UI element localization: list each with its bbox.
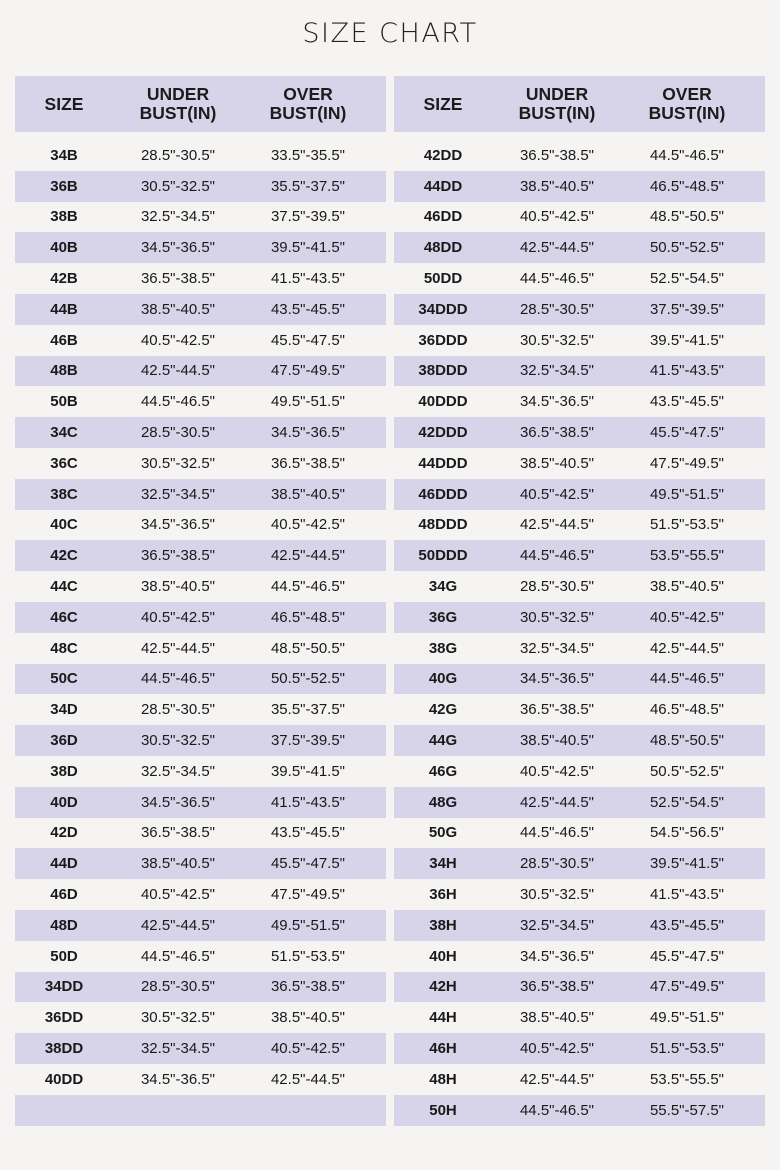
over-bust-cell: 41.5"-43.5" [649, 362, 725, 380]
size-cell: 50B [50, 393, 78, 411]
size-cell: 40H [429, 947, 457, 965]
over-bust-cell: 33.5"-35.5" [270, 146, 346, 164]
over-bust-cell: 48.5"-50.5" [649, 732, 725, 750]
size-cell: 38D [50, 762, 78, 780]
over-bust-cell: 47.5"-49.5" [270, 886, 346, 904]
under-bust-cell: 38.5"-40.5" [140, 300, 216, 318]
table-row [394, 1064, 765, 1095]
size-cell: 38B [50, 208, 78, 226]
over-bust-cell: 48.5"-50.5" [649, 208, 725, 226]
header-over-bust [622, 85, 752, 123]
size-cell: 46DDD [418, 485, 468, 503]
table-row [394, 356, 765, 387]
over-bust-cell: 51.5"-53.5" [649, 1040, 725, 1057]
over-bust-cell: 45.5"-47.5" [270, 855, 346, 873]
over-bust-cell: 42.5"-44.5" [649, 639, 725, 657]
table-row [15, 540, 386, 571]
size-cell: 40C [50, 516, 78, 534]
under-bust-cell: 34.5"-36.5" [140, 793, 216, 811]
over-bust-cell: 49.5"-51.5" [649, 1009, 725, 1027]
table-row [15, 325, 386, 356]
under-bust-cell: 36.5"-38.5" [140, 547, 216, 565]
table-row [394, 787, 765, 818]
size-cell: 48DD [423, 239, 463, 257]
under-bust-cell: 30.5"-32.5" [519, 331, 595, 349]
over-bust-cell: 37.5"-39.5" [270, 732, 346, 750]
over-bust-cell: 38.5"-40.5" [649, 578, 725, 596]
size-cell: 34B [50, 146, 78, 164]
size-cell: 44DDD [418, 454, 468, 472]
size-cell: 40G [428, 670, 458, 688]
header-over-bust-line2: BUST(IN) [269, 103, 347, 123]
size-cell: 44B [50, 300, 78, 318]
under-bust-cell: 40.5"-42.5" [519, 208, 595, 226]
under-bust-cell: 40.5"-42.5" [519, 762, 595, 780]
table-row [394, 417, 765, 448]
under-bust-cell: 42.5"-44.5" [519, 1070, 595, 1088]
size-cell: 44DD [423, 177, 463, 195]
size-cell: 46D [50, 886, 78, 904]
over-bust-cell: 44.5"-46.5" [270, 578, 346, 596]
under-bust-cell: 34.5"-36.5" [140, 239, 216, 257]
size-cell: 48C [50, 639, 78, 657]
size-cell: 34G [428, 578, 458, 596]
table-row [394, 972, 765, 1003]
table-body [394, 140, 765, 1126]
size-cell: 44C [50, 578, 78, 596]
over-bust-cell: 50.5"-52.5" [270, 670, 346, 688]
over-bust-cell: 47.5"-49.5" [270, 362, 346, 380]
over-bust-cell: 38.5"-40.5" [270, 1009, 346, 1027]
header-under-bust [492, 85, 622, 123]
size-cell: 50DDD [418, 547, 468, 565]
under-bust-cell: 34.5"-36.5" [519, 670, 595, 688]
under-bust-cell: 28.5"-30.5" [519, 855, 595, 873]
under-bust-cell: 32.5"-34.5" [519, 639, 595, 657]
size-cell: 42DD [423, 146, 463, 164]
table-row [394, 386, 765, 417]
size-cell: 46C [50, 608, 78, 626]
table-row [394, 540, 765, 571]
table-row [15, 571, 386, 602]
table-row [394, 571, 765, 602]
under-bust-cell: 42.5"-44.5" [519, 793, 595, 811]
size-cell: 46DD [423, 208, 463, 226]
under-bust-cell: 44.5"-46.5" [140, 393, 216, 411]
table-row [15, 725, 386, 756]
table-row [15, 1095, 386, 1126]
table-row [15, 694, 386, 725]
size-cell: 42DDD [418, 424, 468, 442]
size-cell: 50D [50, 947, 78, 965]
table-row [15, 448, 386, 479]
under-bust-cell: 36.5"-38.5" [519, 978, 595, 996]
over-bust-cell: 55.5"-57.5" [649, 1101, 725, 1119]
table-row [394, 479, 765, 510]
size-cell: 40DDD [418, 393, 468, 411]
size-cell: 38H [429, 916, 457, 934]
over-bust-cell: 35.5"-37.5" [270, 177, 346, 195]
under-bust-cell: 38.5"-40.5" [140, 855, 216, 873]
size-cell: 42B [50, 270, 78, 288]
size-cell: 46H [429, 1040, 457, 1057]
over-bust-cell: 42.5"-44.5" [270, 547, 346, 565]
table-row [15, 171, 386, 202]
size-cell: 34DD [44, 978, 84, 996]
table-row [15, 602, 386, 633]
header-over-bust-line2: BUST(IN) [648, 103, 726, 123]
table-row [394, 941, 765, 972]
under-bust-cell: 36.5"-38.5" [519, 146, 595, 164]
size-cell: 40DD [44, 1070, 84, 1088]
over-bust-cell: 47.5"-49.5" [649, 454, 725, 472]
size-cell: 42C [50, 547, 78, 565]
over-bust-cell: 49.5"-51.5" [270, 916, 346, 934]
under-bust-cell: 40.5"-42.5" [140, 608, 216, 626]
header-over-bust-line1: OVER [283, 84, 333, 104]
under-bust-cell: 38.5"-40.5" [519, 177, 595, 195]
over-bust-cell: 37.5"-39.5" [270, 208, 346, 226]
under-bust-cell: 42.5"-44.5" [140, 362, 216, 380]
table-row [15, 263, 386, 294]
header-under-bust-line2: BUST(IN) [518, 103, 596, 123]
over-bust-cell: 44.5"-46.5" [649, 670, 725, 688]
table-row [15, 848, 386, 879]
table-row [15, 294, 386, 325]
over-bust-cell: 51.5"-53.5" [649, 516, 725, 534]
under-bust-cell: 30.5"-32.5" [140, 177, 216, 195]
under-bust-cell: 44.5"-46.5" [519, 547, 595, 565]
size-cell: 34D [50, 701, 78, 719]
table-row [394, 633, 765, 664]
table-row [15, 756, 386, 787]
under-bust-cell: 38.5"-40.5" [519, 454, 595, 472]
over-bust-cell: 39.5"-41.5" [270, 239, 346, 257]
size-cell: 42H [429, 978, 457, 996]
table-row [394, 510, 765, 541]
under-bust-cell: 30.5"-32.5" [519, 608, 595, 626]
size-cell: 36G [428, 608, 458, 626]
under-bust-cell: 42.5"-44.5" [519, 239, 595, 257]
header-under-bust-line2: BUST(IN) [139, 103, 217, 123]
under-bust-cell: 30.5"-32.5" [519, 886, 595, 904]
over-bust-cell: 37.5"-39.5" [649, 300, 725, 318]
size-cell: 38DDD [418, 362, 468, 380]
table-row [15, 664, 386, 695]
over-bust-cell: 34.5"-36.5" [270, 424, 346, 442]
size-cell: 38DD [44, 1040, 84, 1057]
over-bust-cell: 42.5"-44.5" [270, 1070, 346, 1088]
over-bust-cell: 52.5"-54.5" [649, 270, 725, 288]
over-bust-cell: 40.5"-42.5" [270, 1040, 346, 1057]
under-bust-cell: 40.5"-42.5" [519, 1040, 595, 1057]
header-size: SIZE [423, 93, 463, 114]
table-row [15, 910, 386, 941]
table-row [394, 1002, 765, 1033]
under-bust-cell: 44.5"-46.5" [140, 670, 216, 688]
over-bust-cell: 53.5"-55.5" [649, 547, 725, 565]
over-bust-cell: 43.5"-45.5" [649, 916, 725, 934]
table-row [394, 756, 765, 787]
table-row [394, 1033, 765, 1064]
under-bust-cell: 38.5"-40.5" [519, 732, 595, 750]
under-bust-cell: 40.5"-42.5" [140, 331, 216, 349]
size-cell: 46B [50, 331, 78, 349]
over-bust-cell: 39.5"-41.5" [270, 762, 346, 780]
table-row [394, 232, 765, 263]
size-cell: 40D [50, 793, 78, 811]
header-under-bust-line1: UNDER [525, 84, 589, 104]
under-bust-cell: 28.5"-30.5" [140, 701, 216, 719]
header-over-bust-line1: OVER [662, 84, 712, 104]
size-cell: 48H [429, 1070, 457, 1088]
size-cell: 48B [50, 362, 78, 380]
size-cell: 48DDD [418, 516, 468, 534]
size-cell: 48D [50, 916, 78, 934]
table-header [15, 76, 386, 132]
size-table-left [15, 76, 386, 1126]
over-bust-cell: 38.5"-40.5" [270, 485, 346, 503]
over-bust-cell: 52.5"-54.5" [649, 793, 725, 811]
under-bust-cell: 28.5"-30.5" [140, 978, 216, 996]
under-bust-cell: 32.5"-34.5" [140, 208, 216, 226]
under-bust-cell: 28.5"-30.5" [519, 578, 595, 596]
over-bust-cell: 41.5"-43.5" [649, 886, 725, 904]
over-bust-cell: 46.5"-48.5" [649, 701, 725, 719]
under-bust-cell: 28.5"-30.5" [519, 300, 595, 318]
under-bust-cell: 34.5"-36.5" [140, 1070, 216, 1088]
under-bust-cell: 34.5"-36.5" [519, 393, 595, 411]
size-cell: 50DD [423, 270, 463, 288]
table-row [394, 202, 765, 233]
over-bust-cell: 43.5"-45.5" [649, 393, 725, 411]
over-bust-cell: 54.5"-56.5" [649, 824, 725, 842]
size-cell: 34C [50, 424, 78, 442]
size-cell: 48G [428, 793, 458, 811]
over-bust-cell: 48.5"-50.5" [270, 639, 346, 657]
table-row [15, 232, 386, 263]
size-cell: 36C [50, 454, 78, 472]
table-row [394, 848, 765, 879]
under-bust-cell: 42.5"-44.5" [140, 916, 216, 934]
under-bust-cell: 32.5"-34.5" [140, 485, 216, 503]
table-row [15, 818, 386, 849]
under-bust-cell: 40.5"-42.5" [519, 485, 595, 503]
under-bust-cell: 38.5"-40.5" [519, 1009, 595, 1027]
under-bust-cell: 28.5"-30.5" [140, 424, 216, 442]
under-bust-cell: 30.5"-32.5" [140, 454, 216, 472]
table-row [394, 879, 765, 910]
table-row [394, 263, 765, 294]
under-bust-cell: 34.5"-36.5" [140, 516, 216, 534]
table-row [15, 140, 386, 171]
table-row [15, 879, 386, 910]
under-bust-cell: 32.5"-34.5" [519, 362, 595, 380]
table-row [15, 479, 386, 510]
over-bust-cell: 43.5"-45.5" [270, 300, 346, 318]
table-row [15, 1064, 386, 1095]
size-cell: 44H [429, 1009, 457, 1027]
size-cell: 34DDD [418, 300, 468, 318]
size-cell: 38C [50, 485, 78, 503]
header-under-bust [113, 85, 243, 123]
over-bust-cell: 45.5"-47.5" [649, 947, 725, 965]
size-cell: 40B [50, 239, 78, 257]
size-table-right [394, 76, 765, 1126]
table-row [394, 694, 765, 725]
over-bust-cell: 50.5"-52.5" [649, 762, 725, 780]
under-bust-cell: 32.5"-34.5" [519, 916, 595, 934]
size-cell: 42G [428, 701, 458, 719]
under-bust-cell: 44.5"-46.5" [519, 824, 595, 842]
over-bust-cell: 47.5"-49.5" [649, 978, 725, 996]
size-cell: 50G [428, 824, 458, 842]
over-bust-cell: 39.5"-41.5" [649, 855, 725, 873]
under-bust-cell: 32.5"-34.5" [140, 1040, 216, 1057]
size-cell: 36B [50, 177, 78, 195]
table-row [394, 140, 765, 171]
table-row [394, 818, 765, 849]
over-bust-cell: 46.5"-48.5" [649, 177, 725, 195]
over-bust-cell: 49.5"-51.5" [649, 485, 725, 503]
over-bust-cell: 43.5"-45.5" [270, 824, 346, 842]
under-bust-cell: 36.5"-38.5" [519, 424, 595, 442]
table-body [15, 140, 386, 1126]
under-bust-cell: 36.5"-38.5" [140, 270, 216, 288]
over-bust-cell: 36.5"-38.5" [270, 978, 346, 996]
under-bust-cell: 28.5"-30.5" [140, 146, 216, 164]
over-bust-cell: 41.5"-43.5" [270, 270, 346, 288]
under-bust-cell: 44.5"-46.5" [519, 1101, 595, 1119]
table-row [15, 417, 386, 448]
over-bust-cell: 49.5"-51.5" [270, 393, 346, 411]
under-bust-cell: 44.5"-46.5" [519, 270, 595, 288]
over-bust-cell: 41.5"-43.5" [270, 793, 346, 811]
over-bust-cell: 51.5"-53.5" [270, 947, 346, 965]
size-cell: 34H [429, 855, 457, 873]
size-cell: 50C [50, 670, 78, 688]
under-bust-cell: 32.5"-34.5" [140, 762, 216, 780]
table-row [15, 1033, 386, 1064]
over-bust-cell: 45.5"-47.5" [270, 331, 346, 349]
size-cell: 36DDD [418, 331, 468, 349]
table-row [394, 1095, 765, 1126]
size-cell: 42D [50, 824, 78, 842]
table-row [394, 910, 765, 941]
under-bust-cell: 34.5"-36.5" [519, 947, 595, 965]
table-row [394, 171, 765, 202]
under-bust-cell: 44.5"-46.5" [140, 947, 216, 965]
size-cell: 46G [428, 762, 458, 780]
table-header [394, 76, 765, 132]
under-bust-cell: 36.5"-38.5" [519, 701, 595, 719]
over-bust-cell: 45.5"-47.5" [649, 424, 725, 442]
table-row [15, 972, 386, 1003]
table-row [394, 325, 765, 356]
table-row [15, 510, 386, 541]
under-bust-cell: 40.5"-42.5" [140, 886, 216, 904]
over-bust-cell: 40.5"-42.5" [649, 608, 725, 626]
table-row [15, 386, 386, 417]
size-cell: 36H [429, 886, 457, 904]
header-size: SIZE [44, 93, 84, 114]
size-cell: 36DD [44, 1009, 84, 1027]
under-bust-cell: 42.5"-44.5" [140, 639, 216, 657]
table-row [15, 787, 386, 818]
header-over-bust [243, 85, 373, 123]
size-cell: 36D [50, 732, 78, 750]
table-row [15, 633, 386, 664]
table-row [15, 1002, 386, 1033]
table-row [394, 664, 765, 695]
header-under-bust-line1: UNDER [146, 84, 210, 104]
over-bust-cell: 39.5"-41.5" [649, 331, 725, 349]
table-row [394, 294, 765, 325]
under-bust-cell: 38.5"-40.5" [140, 578, 216, 596]
under-bust-cell: 36.5"-38.5" [140, 824, 216, 842]
over-bust-cell: 50.5"-52.5" [649, 239, 725, 257]
table-row [394, 725, 765, 756]
table-row [15, 941, 386, 972]
table-row [394, 448, 765, 479]
over-bust-cell: 44.5"-46.5" [649, 146, 725, 164]
size-cell: 44D [50, 855, 78, 873]
size-cell: 44G [428, 732, 458, 750]
over-bust-cell: 53.5"-55.5" [649, 1070, 725, 1088]
size-cell: 38G [428, 639, 458, 657]
under-bust-cell: 42.5"-44.5" [519, 516, 595, 534]
table-row [394, 602, 765, 633]
size-cell: 50H [429, 1101, 457, 1119]
under-bust-cell: 30.5"-32.5" [140, 732, 216, 750]
table-row [15, 356, 386, 387]
over-bust-cell: 36.5"-38.5" [270, 454, 346, 472]
over-bust-cell: 46.5"-48.5" [270, 608, 346, 626]
under-bust-cell: 30.5"-32.5" [140, 1009, 216, 1027]
table-row [15, 202, 386, 233]
over-bust-cell: 35.5"-37.5" [270, 701, 346, 719]
over-bust-cell: 40.5"-42.5" [270, 516, 346, 534]
page-title: SIZE CHART [302, 18, 478, 49]
